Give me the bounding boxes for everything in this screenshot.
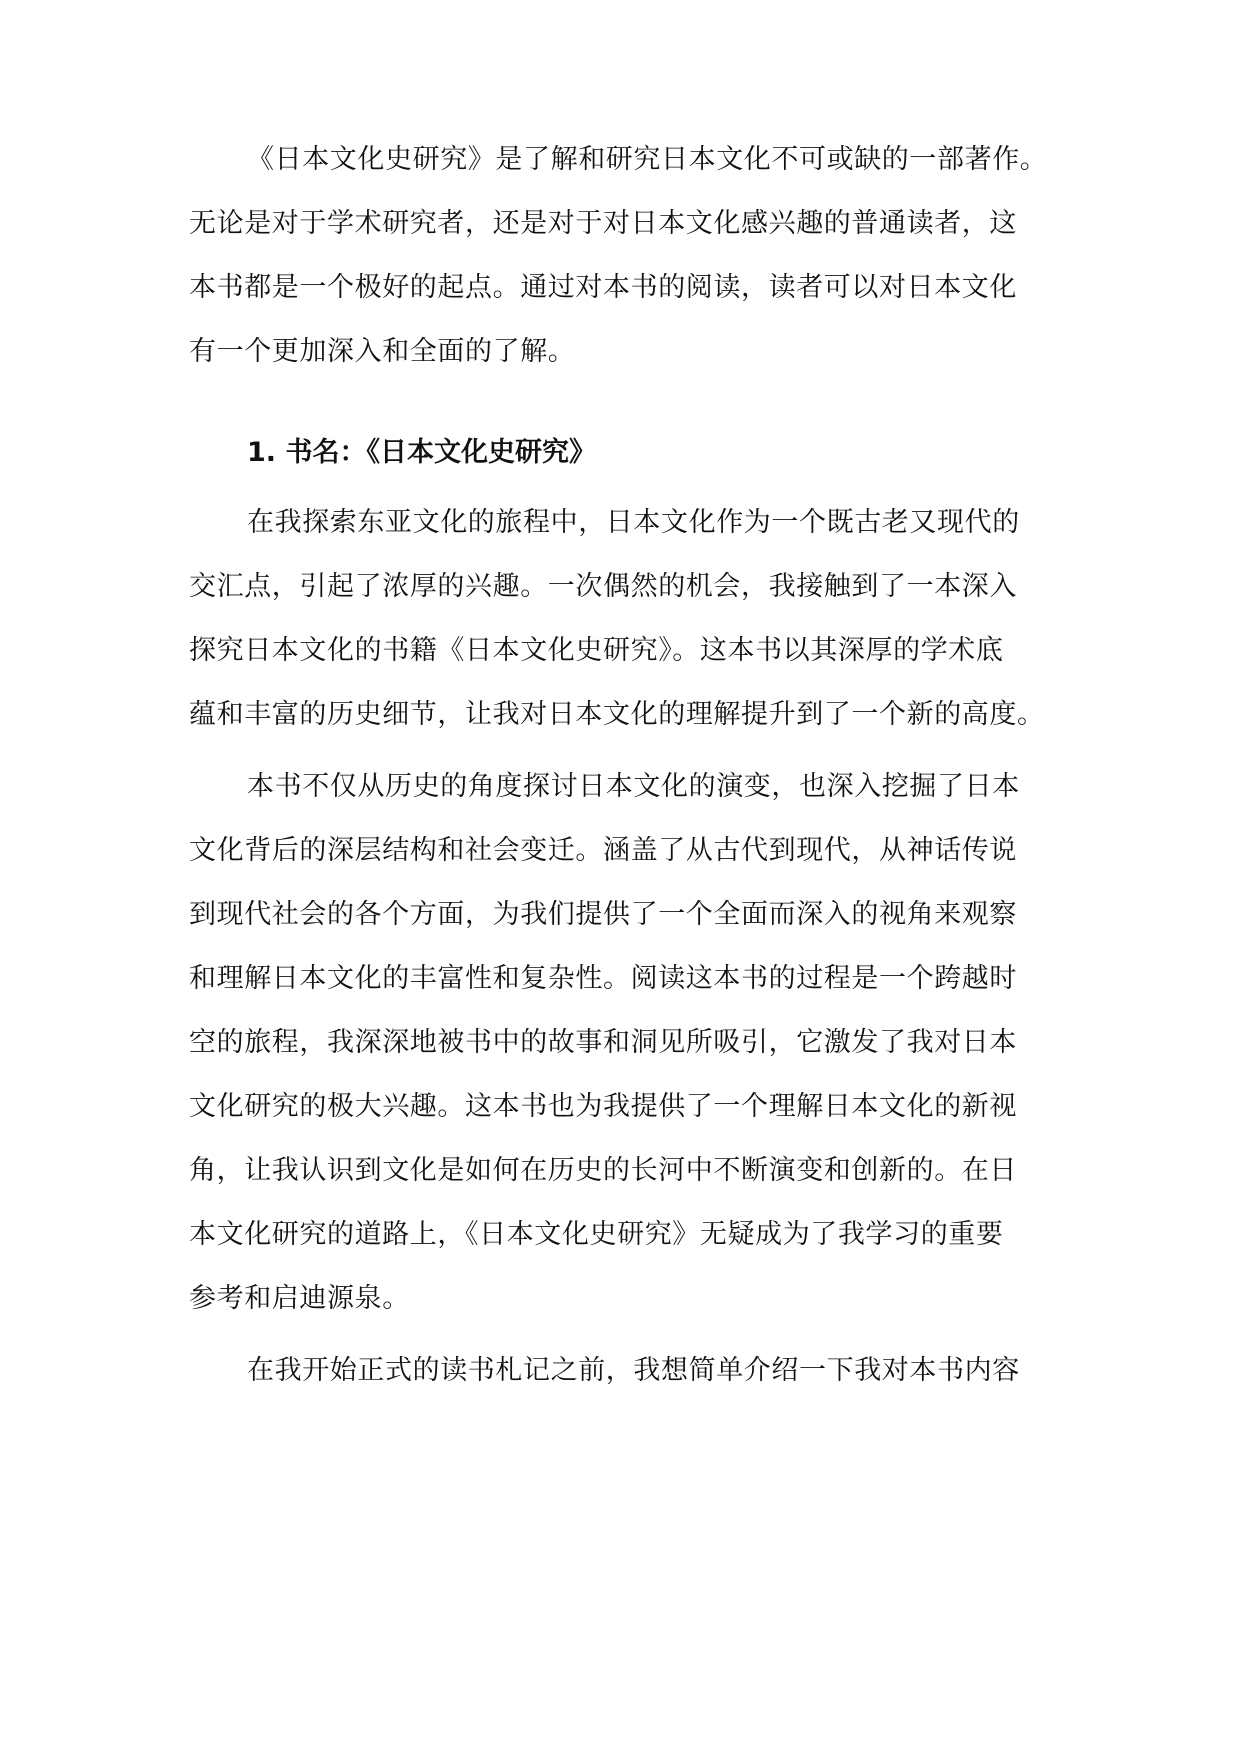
paragraph-2-line-5: 空的旅程，我深深地被书中的故事和洞见所吸引，它激发了我对日本	[189, 1027, 1017, 1058]
paragraph-3-line-1: 在我开始正式的读书札记之前，我想简单介绍一下我对本书内容	[247, 1355, 1020, 1386]
paragraph-2-line-4: 和理解日本文化的丰富性和复杂性。阅读这本书的过程是一个跨越时	[189, 963, 1017, 994]
section-heading: 1. 书名：《日本文化史研究》	[247, 437, 596, 468]
paragraph-2-line-7: 角，让我认识到文化是如何在历史的长河中不断演变和创新的。在日	[189, 1155, 1017, 1186]
paragraph-1-line-4: 蕴和丰富的历史细节，让我对日本文化的理解提升到了一个新的高度。	[189, 699, 1045, 730]
paragraph-1-line-1: 在我探索东亚文化的旅程中，日本文化作为一个既古老又现代的	[247, 507, 1020, 538]
intro-line-4: 有一个更加深入和全面的了解。	[189, 336, 576, 367]
intro-line-1: 《日本文化史研究》是了解和研究日本文化不可或缺的一部著作。	[247, 144, 1048, 175]
paragraph-2-line-3: 到现代社会的各个方面，为我们提供了一个全面而深入的视角来观察	[189, 899, 1017, 930]
paragraph-2-line-2: 文化背后的深层结构和社会变迁。涵盖了从古代到现代，从神话传说	[189, 835, 1017, 866]
paragraph-2-line-6: 文化研究的极大兴趣。这本书也为我提供了一个理解日本文化的新视	[189, 1091, 1017, 1122]
paragraph-1-line-2: 交汇点，引起了浓厚的兴趣。一次偶然的机会，我接触到了一本深入	[189, 571, 1017, 602]
intro-line-3: 本书都是一个极好的起点。通过对本书的阅读，读者可以对日本文化	[189, 272, 1017, 303]
paragraph-2-line-8: 本文化研究的道路上，《日本文化史研究》无疑成为了我学习的重要	[189, 1219, 1004, 1250]
paragraph-2-line-1: 本书不仅从历史的角度探讨日本文化的演变，也深入挖掘了日本	[247, 771, 1020, 802]
intro-line-2: 无论是对于学术研究者，还是对于对日本文化感兴趣的普通读者，这	[189, 208, 1017, 239]
paragraph-2-line-9: 参考和启迪源泉。	[189, 1283, 410, 1314]
paragraph-1-line-3: 探究日本文化的书籍《日本文化史研究》。这本书以其深厚的学术底	[189, 635, 1004, 666]
